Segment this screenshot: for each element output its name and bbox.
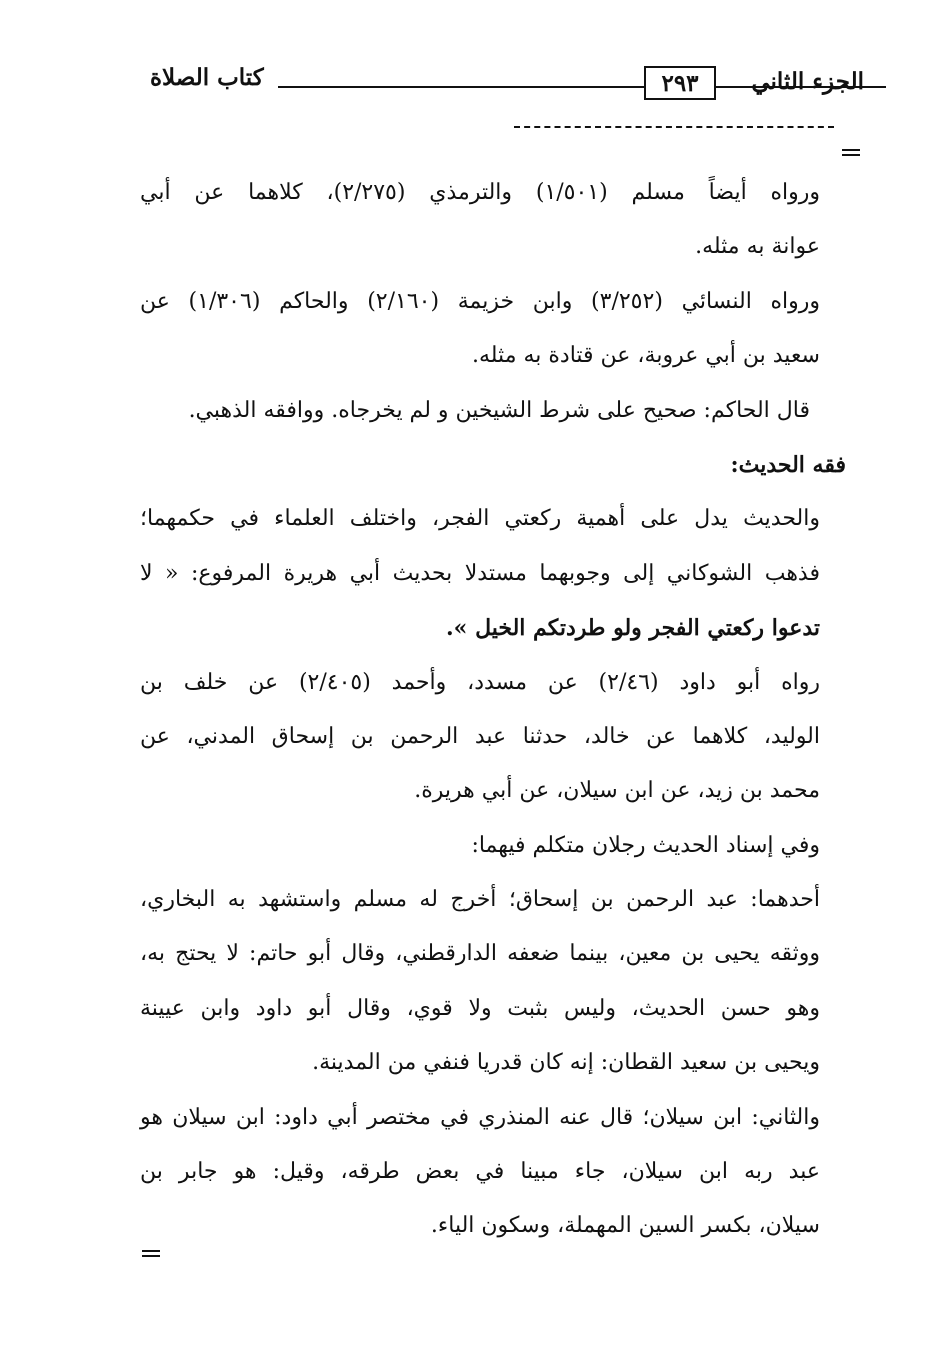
text-line: سعيد بن أبي عروبة، عن قتادة به مثله. (471, 343, 820, 369)
text-line: ورواه النسائي (٣/٢٥٢) وابن خزيمة (٢/١٦٠) والحاكم (١/٣٠٦) عن (140, 288, 820, 314)
double-line-mark-top (842, 149, 860, 156)
running-header (150, 62, 864, 106)
text-line: محمد بن زيد، عن ابن سيلان، عن أبي هريرة. (414, 778, 820, 804)
page-number: ٢٩٣ (661, 69, 699, 97)
header-rule-left (278, 86, 644, 88)
page-number-box (644, 66, 716, 100)
text-line: رواه أبو داود (٢/٤٦) عن مسدد، وأحمد (٢/٤٠٥) عن خلف بن (140, 669, 820, 695)
text-line: أحدهما: عبد الرحمن بن إسحاق؛ أخرج له مسلم واستشهد به البخاري، (140, 887, 820, 913)
section-heading: فقه الحديث: (730, 451, 846, 478)
text-line: ويحيى بن سعيد القطان: إنه كان قدريا فنفي من المدينة. (312, 1050, 820, 1076)
text-line: والثاني: ابن سيلان؛ قال عنه المنذري في مختصر أبي داود: ابن سيلان هو (140, 1104, 820, 1130)
text-line: وفي إسناد الحديث رجلان متكلم فيهما: (471, 832, 820, 858)
text-line: قال الحاكم: صحيح على شرط الشيخين و لم يخرجاه. ووافقه الذهبي. (188, 397, 810, 423)
page-body (140, 166, 846, 1254)
double-line-mark-bottom (142, 1250, 160, 1257)
book-title: كتاب الصلاة (150, 64, 264, 91)
part-title: الجزء الثاني (751, 68, 864, 95)
text-line: ووثقه يحيى بن معين، بينما ضعفه الدارقطني، وقال أبو حاتم: لا يحتج به، (140, 941, 820, 967)
text-line: عبد ربه ابن سيلان، جاء مبينا في بعض طرقه، وقيل: هو جابر بن (140, 1159, 820, 1185)
text-line: الوليد، كلاهما عن خالد، حدثنا عبد الرحمن بن إسحاق المدني، عن (140, 723, 820, 749)
text-line: ورواه أيضاً مسلم (١/٥٠١) والترمذي (٢/٢٧٥)، كلاهما عن أبي (140, 180, 820, 205)
text-line: سيلان، بكسر السين المهملة، وسكون الياء. (430, 1213, 820, 1239)
text-line: فذهب الشوكاني إلى وجوبهما مستدلا بحديث أبي هريرة المرفوع: « لا (140, 560, 820, 586)
text-line: عوانة به مثله. (695, 234, 820, 260)
hadith-text-line: تدعوا ركعتي الفجر ولو طردتكم الخيل ». (446, 615, 820, 642)
text-line: وهو حسن الحديث، وليس بثبت ولا قوي، وقال أبو داود وابن عيينة (140, 995, 820, 1021)
dashed-divider (514, 126, 834, 128)
text-line: والحديث يدل على أهمية ركعتي الفجر، واختلف العلماء في حكمهما؛ (140, 506, 820, 532)
